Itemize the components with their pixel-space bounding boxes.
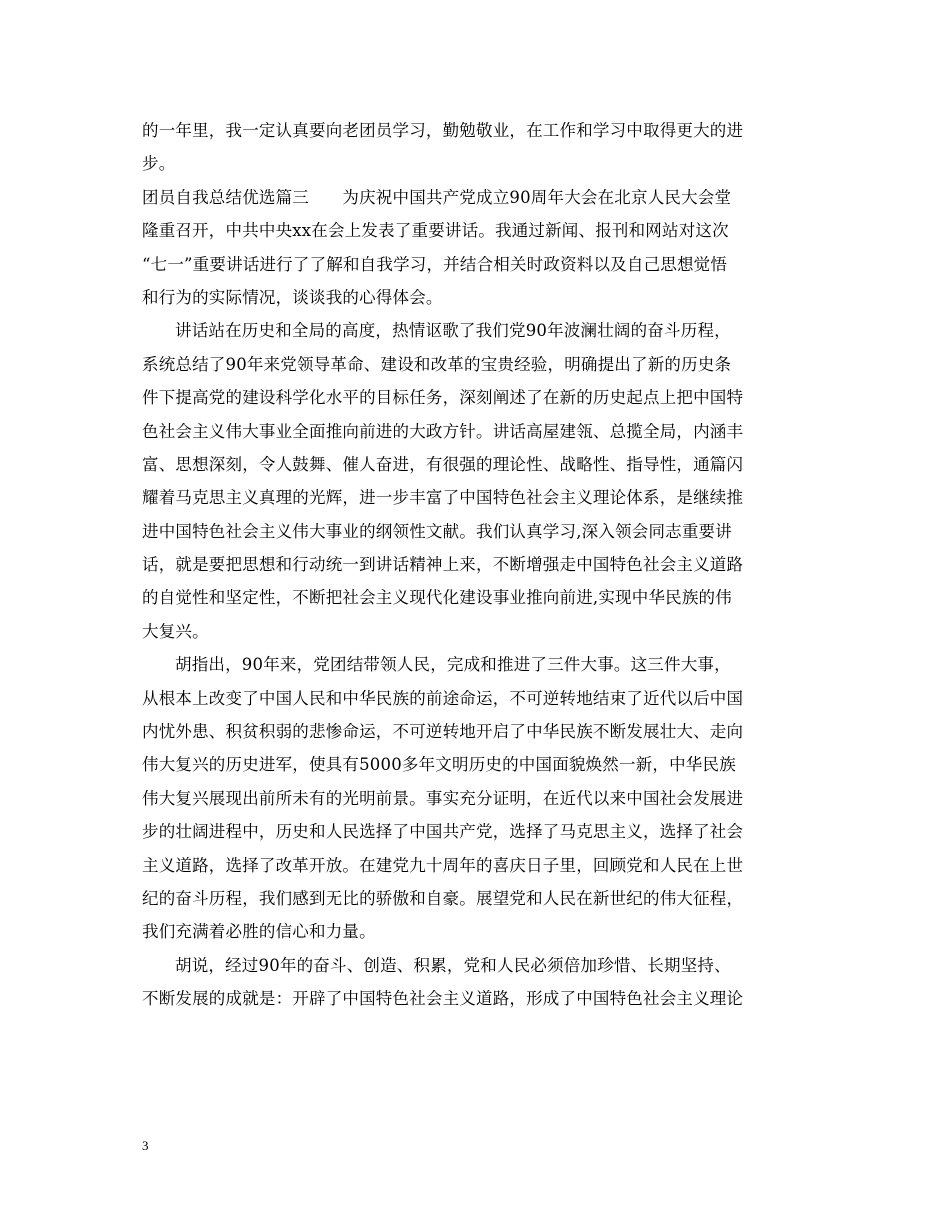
text-line: 件下提高党的建设科学化水平的目标任务，深刻阐述了在新的历史起点上把中国特 bbox=[142, 388, 744, 408]
section-heading-line: 团员自我总结优选篇三 为庆祝中国共产党成立90周年大会在北京人民大会堂 bbox=[142, 187, 732, 207]
text-line: 伟大复兴展现出前所未有的光明前景。事实充分证明，在近代以来中国社会发展进 bbox=[142, 788, 744, 808]
page-number: 3 bbox=[142, 1138, 149, 1153]
text-line: 话，就是要把思想和行动统一到讲话精神上来，不断增强走中国特色社会主义道路 bbox=[142, 555, 744, 575]
text-line: 系统总结了90年来党领导革命、建设和改革的宝贵经验，明确提出了新的历史条 bbox=[142, 354, 732, 374]
paragraph-start-line: 胡指出，90年来，党团结带领人民，完成和推进了三件大事。这三件大事， bbox=[175, 655, 731, 675]
text-line: 耀着马克思主义真理的光辉，进一步丰富了中国特色社会主义理论体系，是继续推 bbox=[142, 488, 744, 508]
text-line: 从根本上改变了中国人民和中华民族的前途命运，不可逆转地结束了近代以后中国 bbox=[142, 688, 744, 708]
text-line: 隆重召开，中共中央xx在会上发表了重要讲话。我通过新闻、报刊和网站对这次 bbox=[142, 221, 729, 241]
text-line: 的自觉性和坚定性，不断把社会主义现代化建设事业推向前进,实现中华民族的伟 bbox=[142, 588, 732, 608]
text-line: 不断发展的成就是：开辟了中国特色社会主义道路，形成了中国特色社会主义理论 bbox=[142, 989, 744, 1009]
paragraph-start-line: 讲话站在历史和全局的高度，热情讴歌了我们党90年波澜壮阔的奋斗历程， bbox=[175, 321, 731, 341]
text-line: 伟大复兴的历史进军，使具有5000多年文明历史的中国面貌焕然一新，中华民族 bbox=[142, 755, 736, 775]
text-line: 的一年里，我一定认真要向老团员学习，勤勉敬业，在工作和学习中取得更大的进 bbox=[142, 121, 744, 140]
paragraph-start-line: 胡说，经过90年的奋斗、创造、积累，党和人民必须倍加珍惜、长期坚持、 bbox=[175, 955, 731, 975]
text-line: 纪的奋斗历程，我们感到无比的骄傲和自豪。展望党和人民在新世纪的伟大征程， bbox=[142, 888, 744, 908]
text-line: 色社会主义伟大事业全面推向前进的大政方针。讲话高屋建瓴、总揽全局，内涵丰 bbox=[142, 421, 744, 441]
text-line: 富、思想深刻，令人鼓舞、催人奋进，有很强的理论性、战略性、指导性，通篇闪 bbox=[142, 454, 744, 474]
text-line: 内忧外患、积贫积弱的悲惨命运，不可逆转地开启了中华民族不断发展壮大、走向 bbox=[142, 722, 744, 742]
body-text bbox=[142, 114, 810, 1016]
text-line: 进中国特色社会主义伟大事业的纲领性文献。我们认真学习,深入领会同志重要讲 bbox=[142, 521, 732, 541]
text-line: “七一”重要讲话进行了了解和自我学习，并结合相关时政资料以及自己思想觉悟 bbox=[142, 254, 728, 274]
text-line: 我们充满着必胜的信心和力量。 bbox=[142, 922, 376, 942]
text-line: 大复兴。 bbox=[142, 621, 209, 641]
text-line: 和行为的实际情况，谈谈我的心得体会。 bbox=[142, 287, 443, 307]
text-line: 主义道路，选择了改革开放。在建党九十周年的喜庆日子里，回顾党和人民在上世 bbox=[142, 855, 744, 875]
text-line: 步。 bbox=[142, 154, 176, 174]
text-line: 步的壮阔进程中，历史和人民选择了中国共产党，选择了马克思主义，选择了社会 bbox=[142, 822, 744, 842]
